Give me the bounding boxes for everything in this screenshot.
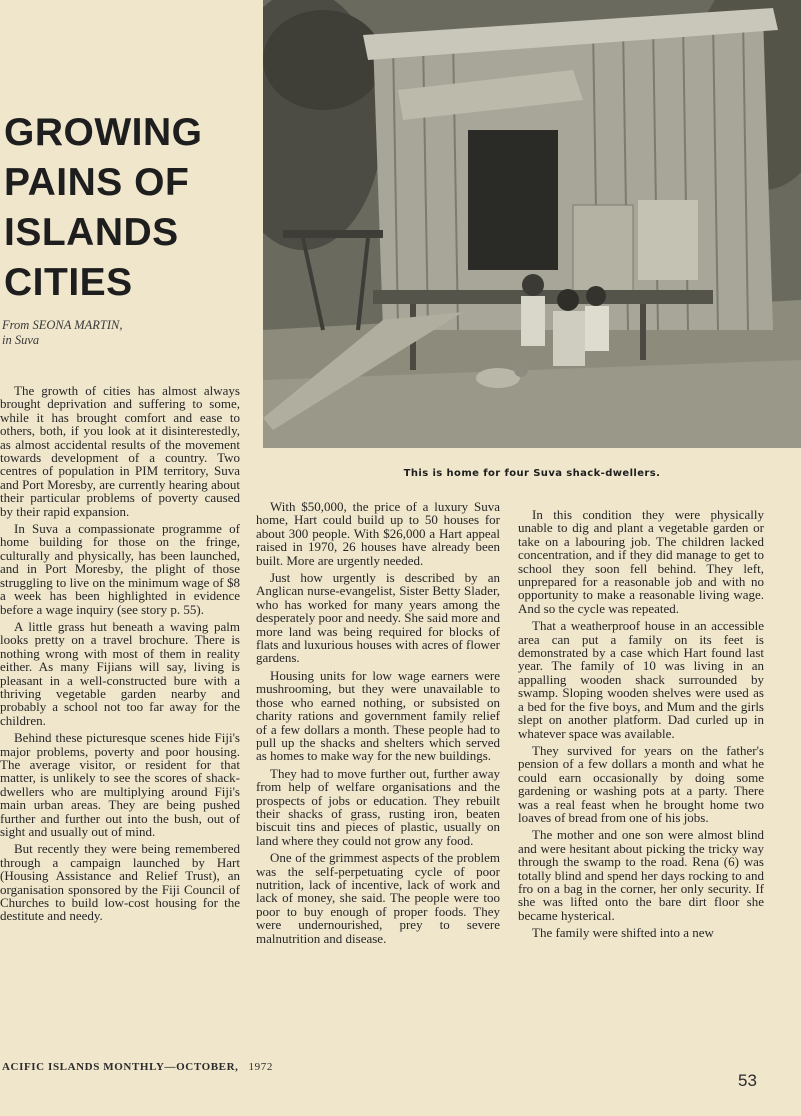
paragraph: In this condition they were physically unable to dig and plant a vegetable garden or take on a labouring job. The children lacked concentration, and if they did manage to get to school they soon fell behind. They left, unprepared for a reasonable job and with no opportunity to make a reasonable living wage. And so the cycle was repeated.	[518, 508, 764, 616]
publication-name: ACIFIC ISLANDS MONTHLY—OCTOBER,	[2, 1061, 239, 1073]
paragraph: They had to move further out, further away from help of welfare organisations and the prospects of jobs or education. They rebuilt their shacks of grass, rusting iron, beaten biscuit tins and pieces of plastic, usually on land where they could not grow any food.	[256, 765, 500, 848]
photo-caption: This is home for four Suva shack-dwellers.	[403, 468, 661, 479]
page-number: 53	[738, 1071, 757, 1090]
shack-photo	[263, 0, 801, 448]
byline-author: From SEONA MARTIN,	[2, 318, 123, 332]
paragraph: The family were shifted into a new	[532, 925, 714, 941]
publication-year: 1972	[248, 1061, 273, 1073]
text-column-1	[0, 384, 240, 1046]
paragraph: A little grass hut beneath a waving palm looks pretty on a travel brochure. There is nothing wrong with most of them in reality either. As many Fijians will say, living is pleasant in a well-constructed bure with a thriving vegetable garden nearby and probably a school not too far away for the children.	[0, 618, 240, 728]
paragraph: One of the grimmest aspects of the problem was the self-perpetuating cycle of poor nutrition, lack of incentive, lack of work and lack of money, she said. The people were too poor to buy enough of proper foods. They were undernourished, prey to severe malnutrition and disease.	[256, 850, 500, 946]
paragraph: Housing units for low wage earners were mushrooming, but they were unavailable to those who earned nothing, or subsisted on charity rations and government family relief of a few dollars a month. These people had to pull up the shacks and shelters which served as homes to make way for the new buildings.	[256, 667, 500, 764]
headline-line: PAINS OF	[4, 161, 190, 204]
shack-photo-drawing	[263, 0, 801, 448]
article-headline	[4, 108, 202, 308]
text-column-3	[518, 508, 764, 1058]
paragraph: With $50,000, the price of a luxury Suva home, Hart could build up to 50 houses for about 300 people. With $26,000 a Hart appeal raised in 1970, 26 houses have already been built. More are urgently needed.	[256, 500, 500, 568]
headline-line: CITIES	[4, 261, 133, 304]
paragraph: Behind these picturesque scenes hide Fiji's major problems, poverty and poor housing. The average visitor, or resident for that matter, is unlikely to see the scores of shack-dwellers who are multiplying around Fiji's main urban areas. They are being pushed further and further out into the bush, out of sight and usually out of mind.	[0, 730, 240, 839]
paragraph: They survived for years on the father's pension of a few dollars a month and what he could earn occasionally by doing some gardening or washing pots at a party. There was a real feast when he brought home two loaves of bread from one of his jobs.	[518, 742, 764, 825]
byline	[2, 318, 122, 348]
paragraph: The mother and one son were almost blind and were hesitant about picking the tricky way through the swamp to the road. Rena (6) was totally blind and spend her days rocking to and fro on a bag in the corner, her only security. If she was lifted onto the bare dirt floor she became hysterical.	[518, 827, 764, 923]
paragraph: The growth of cities has almost always brought deprivation and suffering to some, while it has brought comfort and ease to others, both, if you look at it disinterestedly, as almost accidental results of the movement towards development of a country. Two centres of population in PIM territory, Suva and Port Moresby, are currently hearing about their particular problems of poverty caused by their rapid expansion.	[0, 384, 240, 519]
text-column-2	[256, 500, 500, 1050]
paragraph: That a weatherproof house in an accessible area can put a family on its feet is demonstrated by a case which Hart found last year. The family of 10 was living in an appalling wooden shack surrounded by swamp. Sloping wooden shelves were used as a bed for the five boys, and Mum and the girls slept on another platform. Dad curled up in whatever space was available.	[518, 618, 764, 741]
byline-location: in Suva	[2, 333, 40, 347]
headline-line: GROWING	[4, 111, 203, 154]
paragraph: Just how urgently is described by an Anglican nurse-evangelist, Sister Betty Slader, who has worked for many years among the desperately poor and needy. She said more and more land was being required for blocks of flats and luxurious houses with acres of flower gardens.	[256, 570, 500, 666]
headline-line: ISLANDS	[4, 211, 179, 254]
paragraph: In Suva a compassionate programme of home building for those on the fringe, culturally and physically, has been launched, and in Port Moresby, the plight of those struggling to live on the minimum wage of $8 a week has been highlighted in evidence before a wage inquiry (see story p. 55).	[0, 521, 240, 617]
paragraph: But recently they were being remembered through a campaign launched by Hart (Housing Assistance and Relief Trust), an organisation sponsored by the Fiji Council of Churches to build low-cost housing for the destitute and needy.	[0, 841, 240, 924]
page-footer	[2, 1061, 273, 1073]
